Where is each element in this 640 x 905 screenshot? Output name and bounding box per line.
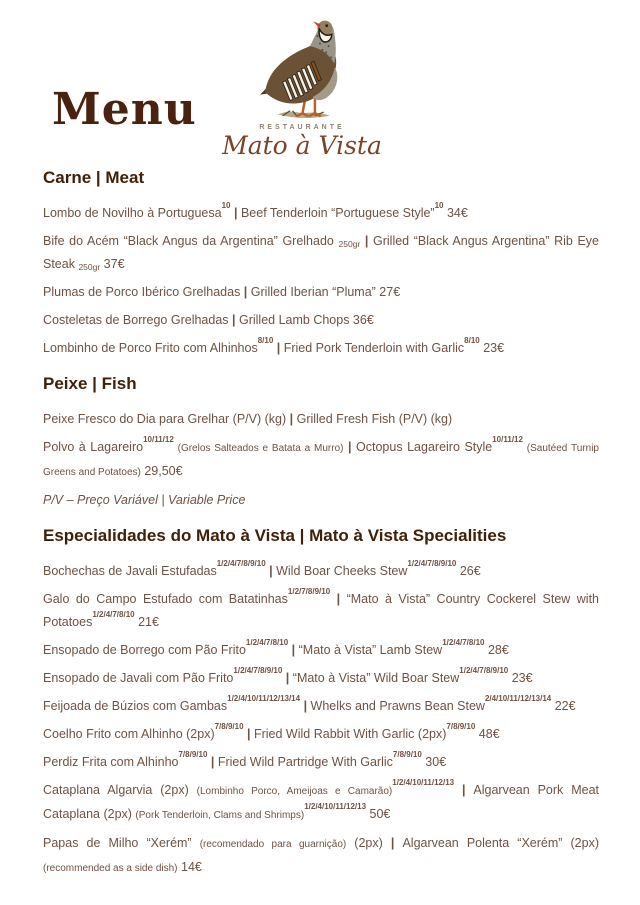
- menu-item: [43, 202, 599, 225]
- allergen-superscript: 1/2/4/7/8/9/10: [233, 666, 283, 676]
- allergen-superscript: 1/2/4/10/11/12/13/14: [227, 694, 301, 704]
- menu-item: [43, 408, 599, 431]
- item-text: (2px): [346, 836, 383, 850]
- item-price: 21€: [134, 615, 159, 629]
- item-text: Grilled “Black Angus Argentina” Rib Eye Steak: [43, 234, 600, 271]
- menu-item: [43, 779, 599, 827]
- item-text: Costeletas de Borrego Grelhadas: [43, 313, 229, 327]
- item-price: 23€: [508, 671, 533, 685]
- item-text: Papas de Milho “Xerém”: [43, 836, 200, 850]
- portion-subscript: 250gr: [338, 239, 361, 249]
- item-text: P/V – Preço Variável | Variable Price: [43, 493, 246, 507]
- item-price: 48€: [475, 727, 500, 741]
- portion-subscript: 250gr: [78, 262, 101, 272]
- price-note: [43, 489, 599, 512]
- section-heading: Peixe | Fish: [43, 374, 137, 393]
- item-text: Algarvean Polenta “Xerém” (2px): [402, 836, 599, 850]
- section-items: [43, 408, 599, 512]
- item-detail-text: (Pork Tenderloin, Clams and Shrimps): [135, 810, 305, 821]
- allergen-superscript: 10: [221, 201, 231, 211]
- allergen-superscript: 1/2/4/7/8/10: [442, 638, 485, 648]
- menu-item: [43, 337, 599, 360]
- language-separator: |: [273, 341, 284, 355]
- menu-item: [43, 230, 599, 276]
- item-text: Algarvean Pork Meat Cataplana (2px): [43, 783, 599, 821]
- allergen-superscript: 10: [434, 201, 444, 211]
- menu-item: [43, 832, 599, 880]
- menu-item: [43, 667, 599, 690]
- logo-tagline: RESTAURANTE: [259, 124, 345, 131]
- item-text: Ensopado de Borrego com Pão Frito: [43, 643, 246, 657]
- allergen-superscript: 7/8/9/10: [392, 750, 422, 760]
- allergen-superscript: 1/2/4/7/8/10: [245, 638, 289, 648]
- item-text: Lombinho de Porco Frito com Alhinhos: [43, 341, 258, 355]
- allergen-superscript: 1/2/4/7/8/9/10: [216, 559, 266, 569]
- restaurant-logo: [212, 20, 392, 159]
- item-price: 36€: [349, 313, 374, 327]
- language-separator: |: [265, 564, 277, 578]
- item-text: Galo do Campo Estufado com Batatinhas: [43, 592, 288, 606]
- menu-item: [43, 695, 599, 718]
- item-text: Perdiz Frita com Alhinho: [43, 755, 179, 769]
- menu-item: [43, 309, 599, 332]
- language-separator: |: [454, 783, 474, 797]
- item-text: Octopus Lagareiro Style: [356, 440, 493, 454]
- allergen-superscript: 1/2/4/10/11/12/13: [304, 802, 367, 812]
- allergen-superscript: 10/11/12: [143, 435, 174, 445]
- allergen-superscript: 7/8/9/10: [178, 750, 208, 760]
- item-price: 29,50€: [140, 464, 183, 478]
- item-detail-text: (recomendado para guarnição): [199, 839, 347, 850]
- language-separator: |: [286, 412, 297, 426]
- allergen-superscript: 2/4/10/11/12/13/14: [484, 694, 552, 704]
- item-price: 28€: [484, 643, 509, 657]
- item-text: Plumas de Porco Ibérico Grelhadas: [43, 285, 241, 299]
- language-separator: |: [288, 643, 299, 657]
- item-price: 27€: [375, 285, 401, 299]
- section-items: [43, 560, 599, 880]
- language-separator: |: [228, 313, 239, 327]
- section-items: [43, 202, 599, 360]
- item-detail-text: (Sautéed Turnip Greens and Potatoes): [43, 443, 599, 478]
- item-text: Grilled Lamb Chops: [238, 313, 350, 327]
- item-price: 30€: [421, 755, 447, 769]
- allergen-superscript: 1/2/4/10/11/12/13: [392, 778, 455, 788]
- language-separator: |: [240, 285, 251, 299]
- menu-item: [43, 588, 599, 634]
- item-detail-text: (recommended as a side dish): [43, 863, 178, 874]
- item-text: “Mato à Vista” Wild Boar Stew: [292, 671, 460, 685]
- item-text: Lombo de Novilho à Portuguesa: [43, 206, 222, 220]
- item-detail-text: (Lombinho Porco, Ameijoas e Camarão): [196, 786, 393, 797]
- menu-content: [43, 168, 599, 894]
- allergen-superscript: 1/2/7/8/9/10: [287, 587, 331, 597]
- language-separator: |: [343, 440, 357, 454]
- allergen-superscript: 7/8/9/10: [446, 722, 476, 732]
- item-text: Grilled Iberian “Pluma”: [250, 285, 376, 299]
- item-text: “Mato à Vista” Lamb Stew: [298, 643, 443, 657]
- item-price: 23€: [479, 341, 505, 355]
- logo-restaurant-name: Mato à Vista: [222, 131, 382, 160]
- allergen-superscript: 8/10: [464, 336, 480, 346]
- item-price: 34€: [443, 206, 468, 220]
- item-text: Fried Wild Rabbit With Garlic (2px): [253, 727, 447, 741]
- menu-item: [43, 281, 599, 304]
- language-separator: |: [282, 671, 293, 685]
- menu-section: [43, 168, 599, 360]
- language-separator: |: [230, 206, 241, 220]
- item-text: Beef Tenderloin “Portuguese Style”: [240, 206, 435, 220]
- item-text: Cataplana Algarvia (2px): [43, 783, 197, 797]
- language-separator: |: [330, 592, 347, 606]
- menu-item: [43, 436, 599, 484]
- language-separator: |: [207, 755, 218, 769]
- allergen-superscript: 1/2/4/7/8/9/10: [407, 559, 457, 569]
- language-separator: |: [360, 234, 373, 248]
- menu-item: [43, 639, 599, 662]
- allergen-superscript: 8/10: [257, 336, 274, 346]
- allergen-superscript: 10/11/12: [492, 435, 523, 445]
- item-text: “Mato à Vista” Country Cockerel Stew with Potatoes: [43, 592, 600, 629]
- allergen-superscript: 7/8/9/10: [214, 722, 244, 732]
- menu-item: [43, 560, 599, 583]
- item-text: Polvo à Lagareiro: [43, 440, 144, 454]
- item-text: Bife do Acém “Black Angus da Argentina” Grelhado: [43, 234, 339, 248]
- menu-section: [43, 374, 599, 512]
- item-text: Fried Pork Tenderloin with Garlic: [283, 341, 465, 355]
- item-text: Coelho Frito com Alhinho (2px): [43, 727, 215, 741]
- allergen-superscript: 1/2/4/7/8/10: [92, 610, 135, 620]
- item-text: Peixe Fresco do Dia para Grelhar (P/V) (kg): [43, 412, 287, 426]
- menu-item: [43, 723, 599, 746]
- item-text: Feijoada de Búzios com Gambas: [43, 699, 228, 713]
- item-text: Fried Wild Partridge With Garlic: [217, 755, 393, 769]
- menu-item: [43, 751, 599, 774]
- item-text: Wild Boar Cheeks Stew: [276, 564, 408, 578]
- item-price: 50€: [366, 807, 391, 821]
- partridge-bird-icon: [212, 20, 392, 122]
- item-price: 22€: [551, 699, 576, 713]
- item-price: 26€: [456, 564, 481, 578]
- section-heading: Especialidades do Mato à Vista | Mato à Vista Specialities: [43, 526, 507, 545]
- item-text: Bochechas de Javali Estufadas: [43, 564, 217, 578]
- language-separator: |: [243, 727, 254, 741]
- item-detail-text: (Grelos Salteados e Batata a Murro): [173, 443, 344, 454]
- page-title: Menu: [52, 84, 197, 135]
- item-text: Whelks and Prawns Bean Stew: [310, 699, 485, 713]
- item-text: Grilled Fresh Fish (P/V) (kg): [296, 412, 453, 426]
- item-text: Ensopado de Javali com Pão Frito: [43, 671, 234, 685]
- allergen-superscript: 1/2/4/7/8/9/10: [459, 666, 509, 676]
- section-heading: Carne | Meat: [43, 168, 145, 187]
- language-separator: |: [300, 699, 311, 713]
- menu-section: [43, 526, 599, 880]
- language-separator: |: [382, 836, 403, 850]
- item-price: 37€: [100, 257, 125, 271]
- item-price: 14€: [177, 860, 202, 874]
- menu-sections: [43, 168, 599, 880]
